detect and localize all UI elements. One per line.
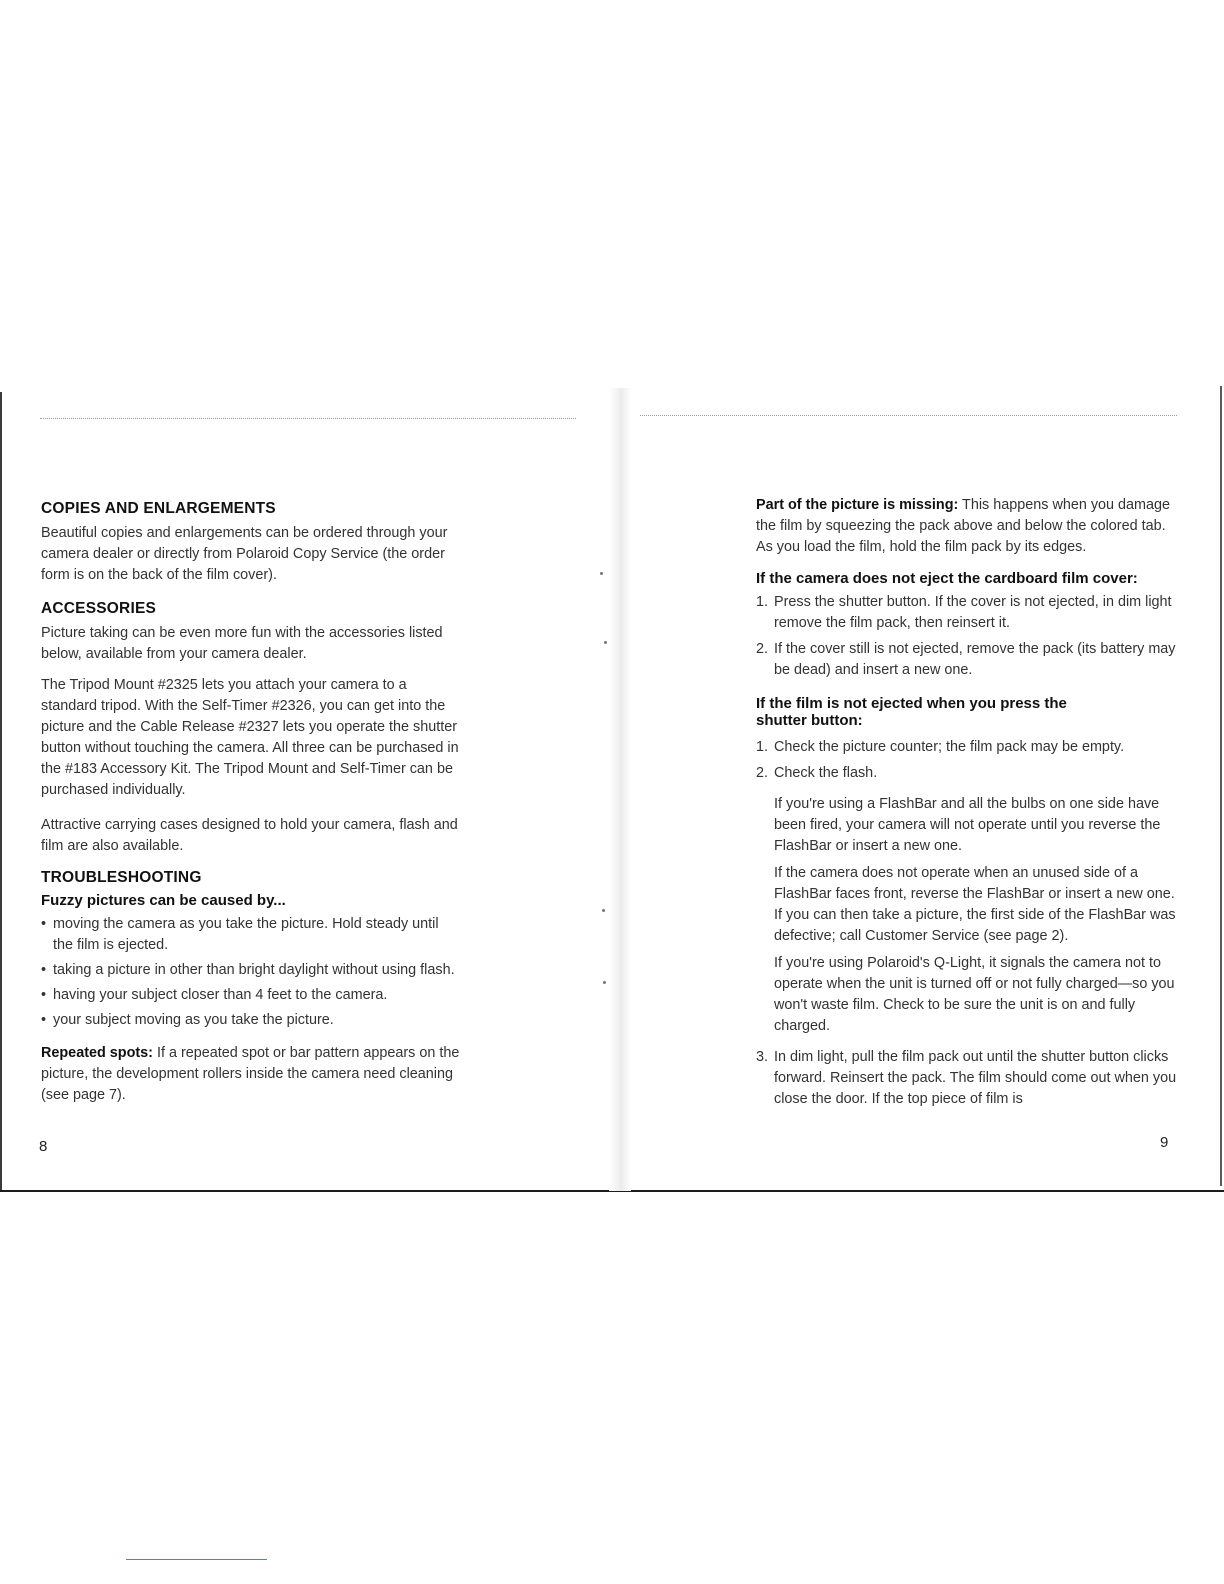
repeated-spots-body: If a repeated spot or bar pattern appears on the picture, the development rollers inside the camera need cleaning (see page 7). xyxy=(41,1045,460,1103)
copies-body: Beautiful copies and enlargements can be ordered through your camera dealer or directly from Polaroid Copy Service (the order form is on the back of the film cover). xyxy=(41,525,448,583)
flash-note-3: If you're using Polaroid's Q-Light, it signals the camera not to operate when the unit is turned off or not fully charged—so you won't waste film. Check to be sure the unit is on and fully charged. xyxy=(774,955,1175,1034)
step-text: Press the shutter button. If the cover is not ejected, in dim light remove the film pack, then reinsert it. xyxy=(774,594,1172,631)
bullet-dot: • xyxy=(41,962,47,978)
film-heading xyxy=(756,695,1181,729)
step-text: If the cover still is not ejected, remove the pack (its battery may be dead) and insert a new one. xyxy=(774,641,1176,678)
center-gutter xyxy=(609,388,631,1191)
page-number-left: 8 xyxy=(39,1138,48,1155)
copies-heading: COPIES AND ENLARGEMENTS xyxy=(41,500,276,517)
list-item xyxy=(756,639,1181,681)
step-number: 2. xyxy=(756,641,769,657)
page-number-right: 9 xyxy=(1160,1134,1169,1151)
accessories-para-3: Attractive carrying cases designed to hold your camera, flash and film are also available. xyxy=(41,817,458,854)
troubleshooting-heading: TROUBLESHOOTING xyxy=(41,869,202,886)
repeated-spots-paragraph xyxy=(41,1043,461,1106)
bullet-dot: • xyxy=(41,916,47,932)
fuzzy-heading: Fuzzy pictures can be caused by... xyxy=(41,892,286,909)
scan-speck xyxy=(604,641,607,644)
step-number: 2. xyxy=(756,765,769,781)
right-page-edge xyxy=(1220,386,1222,1186)
missing-paragraph xyxy=(756,495,1181,558)
step-text: Check the picture counter; the film pack may be empty. xyxy=(774,739,1125,755)
bullet-dot: • xyxy=(41,987,47,1003)
list-item-text: moving the camera as you take the picture. Hold steady until the film is ejected. xyxy=(53,916,439,953)
bullet-dot: • xyxy=(41,1012,47,1028)
list-item xyxy=(756,1047,1181,1110)
cover-steps-list xyxy=(756,592,1181,681)
step-number: 1. xyxy=(756,739,769,755)
fuzzy-causes-list xyxy=(41,914,461,1031)
flash-note-2: If the camera does not operate when an unused side of a FlashBar faces front, reverse the FlashBar or insert a new one. If you can then take a picture, the first side of the FlashBar was defective; call Customer Service (see page 2). xyxy=(774,865,1176,944)
film-heading-line-1: If the film is not ejected when you press the xyxy=(756,695,1067,712)
accessories-para-2: The Tripod Mount #2325 lets you attach your camera to a standard tripod. With the Self-Timer #2326, you can get into the picture and the Cable Release #2327 lets you operate the shutter button without touching the camera. All three can be purchased in the #183 Accessory Kit. The Tripod Mount and Self-Timer can be purchased individually. xyxy=(41,677,459,798)
left-page xyxy=(41,500,461,1116)
repeated-spots-lead: Repeated spots: xyxy=(41,1045,153,1061)
list-item xyxy=(756,763,1181,784)
left-top-rule xyxy=(40,418,576,419)
list-item xyxy=(756,737,1181,758)
scan-speck xyxy=(600,572,603,575)
left-page-edge xyxy=(0,392,2,1192)
list-item xyxy=(41,1010,461,1031)
list-item xyxy=(41,985,461,1006)
list-item-text: your subject moving as you take the picture. xyxy=(53,1012,334,1028)
accessories-heading: ACCESSORIES xyxy=(41,600,157,617)
accessories-para-1: Picture taking can be even more fun with the accessories listed below, available from your camera dealer. xyxy=(41,625,443,662)
list-item-text: having your subject closer than 4 feet to the camera. xyxy=(53,987,388,1003)
flash-note-1: If you're using a FlashBar and all the bulbs on one side have been fired, your camera will not operate until you reverse the FlashBar or insert a new one. xyxy=(774,796,1161,854)
step-number: 3. xyxy=(756,1049,769,1065)
scan-speck xyxy=(602,909,605,912)
film-steps-continued xyxy=(756,1047,1181,1110)
list-item xyxy=(41,914,461,956)
list-item xyxy=(756,592,1181,634)
scan-underline-mark xyxy=(126,1559,267,1560)
film-steps-list xyxy=(756,737,1181,784)
right-top-rule xyxy=(640,415,1177,416)
step-number: 1. xyxy=(756,594,769,610)
cover-heading: If the camera does not eject the cardboard film cover: xyxy=(756,570,1138,587)
scan-speck xyxy=(603,981,606,984)
step-text: In dim light, pull the film pack out until the shutter button clicks forward. Reinsert the pack. The film should come out when you close the door. If the top piece of film is xyxy=(774,1049,1177,1107)
film-heading-line-2: shutter button: xyxy=(756,712,863,729)
list-item-text: taking a picture in other than bright daylight without using flash. xyxy=(53,962,455,978)
missing-body: This happens when you damage the film by squeezing the pack above and below the colored tab. As you load the film, hold the film pack by its edges. xyxy=(756,497,1171,555)
right-page xyxy=(756,495,1181,1120)
missing-lead: Part of the picture is missing: xyxy=(756,497,959,513)
step-text: Check the flash. xyxy=(774,765,878,781)
list-item xyxy=(41,960,461,981)
